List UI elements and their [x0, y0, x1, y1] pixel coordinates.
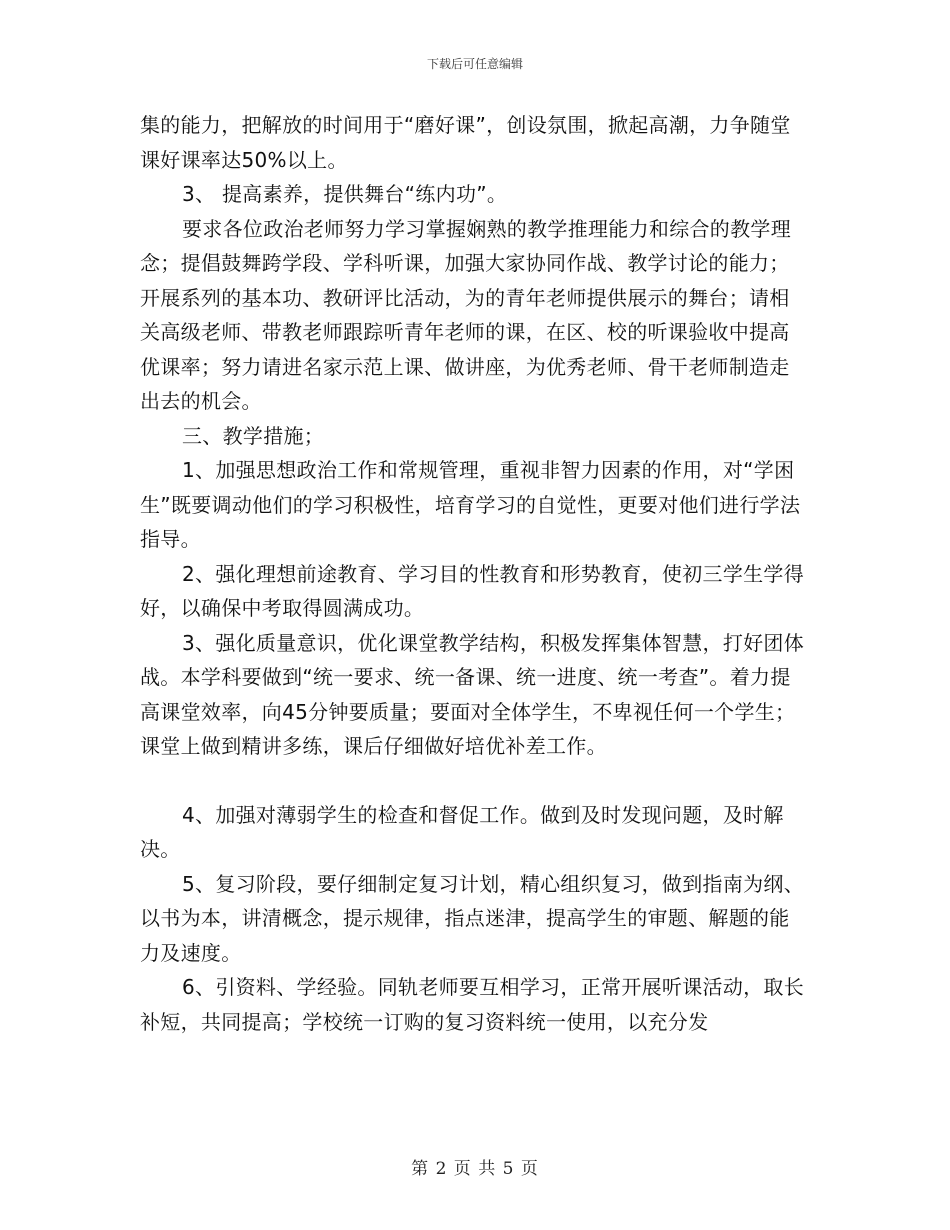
page-header-note: 下载后可任意编辑 [426, 57, 523, 71]
paragraph: 2、强化理想前途教育、学习目的性教育和形势教育，使初三学生学得好，以确保中考取得圆满成功。 [140, 561, 805, 620]
paragraph: 4、加强对薄弱学生的检查和督促工作。做到及时发现问题，及时解决。 [140, 802, 784, 861]
paragraph: 5、复习阶段，要仔细制定复习计划，精心组织复习，做到指南为纲、以书为本，讲清概念，提示规律，指点迷津，提高学生的审题、解题的能力及速度。 [140, 871, 805, 965]
page-number-footer: 第 2 页 共 5 页 [411, 1159, 539, 1179]
blank-line [140, 764, 805, 798]
document-body [140, 108, 805, 1039]
paragraph: 3、强化质量意识，优化课堂教学结构，积极发挥集体智慧，打好团体战。本学科要做到“统一要求、统一备课、统一进度、统一考查”。着力提高课堂效率，向45分钟要质量；要面对全体学生，不卑视任何一个学生；课堂上做到精讲多练，课后仔细做好培优补差工作。 [140, 630, 805, 758]
paragraph: 1、加强思想政治工作和常规管理，重视非智力因素的作用，对“学困生”既要调动他们的学习积极性，培育学习的自觉性，更要对他们进行学法指导。 [140, 458, 801, 551]
section-heading: 三、教学措施； [182, 423, 325, 448]
paragraph: 6、引资料、学经验。同轨老师要互相学习，正常开展听课活动，取长补短，共同提高；学校统一订购的复习资料统一使用，以充分发 [140, 975, 805, 1034]
paragraph: 要求各位政治老师努力学习掌握娴熟的教学推理能力和综合的教学理念；提倡鼓舞跨学段、学科听课，加强大家协同作战、教学讨论的能力；开展系列的基本功、教研评比活动，为的青年老师提供展示的舞台；请相关高级老师、带教老师跟踪听青年老师的课，在区、校的听课验收中提高优课率；努力请进名家示范上课、做讲座，为优秀老师、骨干老师制造走出去的机会。 [140, 216, 791, 413]
paragraph: 集的能力，把解放的时间用于“磨好课”，创设氛围，掀起高潮，力争随堂课好课率达50%以上。 [140, 113, 791, 172]
paragraph: 3、 提高素养，提供舞台“练内功”。 [182, 182, 508, 206]
